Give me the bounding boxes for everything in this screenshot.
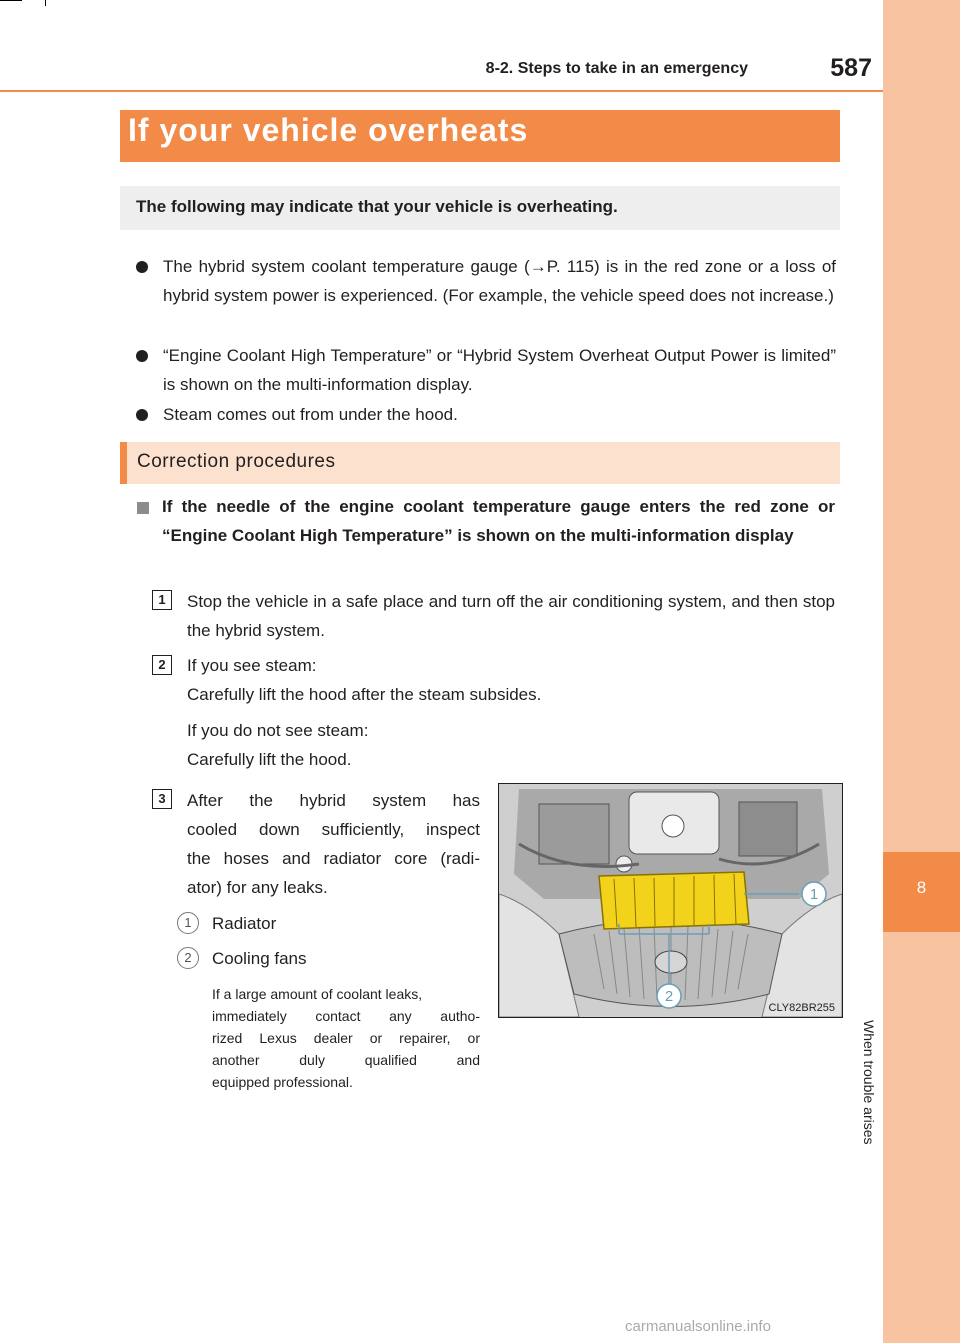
note-line: another duly qualified and bbox=[212, 1052, 480, 1068]
bullet-text: “Engine Coolant High Temperature” or “Hybrid System Overheat Output Power is limited” is shown on the multi-information display. bbox=[163, 346, 836, 394]
crop-mark bbox=[0, 0, 22, 1]
section-heading: Correction procedures bbox=[137, 451, 336, 472]
step-number-badge: 1 bbox=[152, 590, 172, 610]
step-number-badge: 2 bbox=[152, 655, 172, 675]
bullet-item bbox=[136, 341, 836, 401]
step-3-line: cooled down sufficiently, inspect bbox=[187, 820, 480, 839]
note-line: immediately contact any autho- bbox=[212, 1008, 480, 1024]
step-1-text: Stop the vehicle in a safe place and turn off the air conditioning system, and then stop the hybrid system. bbox=[187, 592, 835, 640]
chapter-number: 8 bbox=[916, 878, 927, 897]
callout-1-icon: 1 bbox=[177, 912, 199, 934]
bullet-icon bbox=[136, 261, 148, 273]
watermark: carmanualsonline.info bbox=[625, 1318, 771, 1335]
step-2-steam-label: If you see steam: bbox=[187, 656, 317, 675]
bullet-icon bbox=[136, 409, 148, 421]
condition-square-icon bbox=[137, 502, 149, 514]
step-3-line: the hoses and radiator core (radi- bbox=[187, 849, 480, 868]
bullet-text: Steam comes out from under the hood. bbox=[163, 405, 458, 424]
note-line: If a large amount of coolant leaks, bbox=[212, 986, 423, 1002]
note-line: rized Lexus dealer or repairer, or bbox=[212, 1030, 480, 1046]
note-line: equipped professional. bbox=[212, 1074, 353, 1090]
condition-heading: If the needle of the engine coolant temperature gauge enters the red zone or “Engine Coolant High Temperature” is shown on the multi-information display bbox=[162, 497, 835, 545]
bullet-text: The hybrid system coolant temperature gauge (→P. 115) is in the red zone or a loss of hybrid system power is experienced. (For example, the vehicle speed does not increase.) bbox=[163, 257, 836, 305]
chapter-label: When trouble arises bbox=[861, 1020, 877, 1145]
page-number: 587 bbox=[830, 54, 872, 82]
step-2-steam-text: Carefully lift the hood after the steam subsides. bbox=[187, 685, 542, 704]
step-2-nosteam-text: Carefully lift the hood. bbox=[187, 750, 352, 769]
item-cooling-fans: Cooling fans bbox=[212, 949, 307, 968]
callout-2-icon: 2 bbox=[177, 947, 199, 969]
chapter-sidebar bbox=[883, 0, 960, 1343]
bullet-icon bbox=[136, 350, 148, 362]
coolant-leak-note bbox=[212, 983, 480, 1093]
step-2-nosteam-label: If you do not see steam: bbox=[187, 721, 369, 740]
figure-callout-1: 1 bbox=[809, 886, 819, 903]
header-rule bbox=[0, 90, 883, 92]
section-accent bbox=[120, 442, 127, 484]
running-header: 8-2. Steps to take in an emergency bbox=[485, 60, 748, 77]
step-3-line: ator) for any leaks. bbox=[187, 878, 328, 897]
figure-callout-2: 2 bbox=[664, 988, 674, 1005]
step-3-line: After the hybrid system has bbox=[187, 791, 480, 810]
page-title: If your vehicle overheats bbox=[128, 112, 529, 148]
bullet-item bbox=[136, 252, 836, 342]
bullet-item bbox=[136, 400, 836, 430]
crop-mark bbox=[45, 0, 46, 6]
intro-text: The following may indicate that your vehicle is overheating. bbox=[136, 197, 618, 216]
figure-code: CLY82BR255 bbox=[768, 1002, 835, 1014]
engine-bay-figure bbox=[498, 783, 843, 1018]
engine-bay-illustration bbox=[499, 784, 842, 1017]
step-number-badge: 3 bbox=[152, 789, 172, 809]
item-radiator: Radiator bbox=[212, 914, 277, 933]
